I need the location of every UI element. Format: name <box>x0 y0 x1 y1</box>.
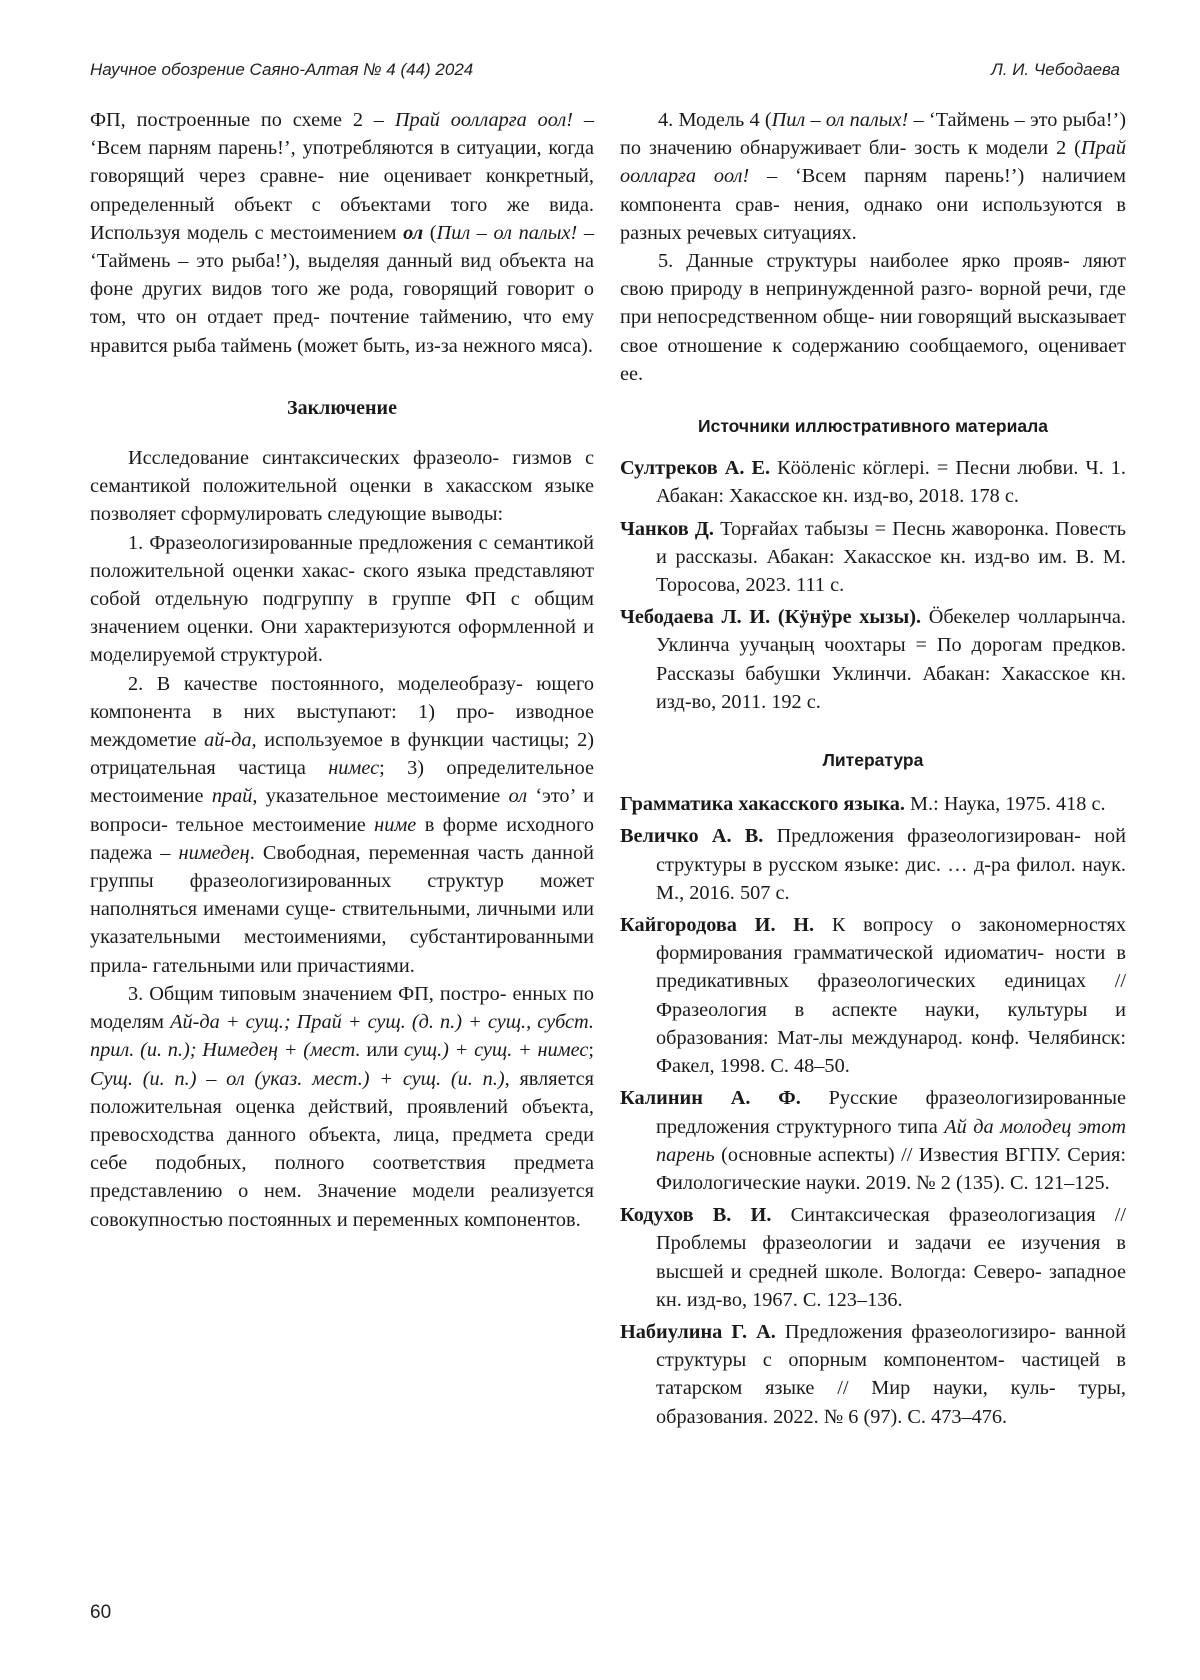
author-name: Л. И. Чебодаева <box>991 60 1120 79</box>
reference-author: Кайгородова И. Н. <box>620 914 815 937</box>
reference-text: Синтаксическая фразеологизация // Проблемы фразеологии и задачи ее изучения в высшей и средней школе. Вологда: Северо- западное кн. изд-во, 1967. С. 123–136. <box>656 1204 1126 1311</box>
page-number: 60 <box>90 1602 112 1623</box>
reference-entry <box>620 1201 1126 1314</box>
reference-text: Öбекелер чолларынча. Уклинча уучаңың чоохтары = По дорогам предков. Рассказы бабушки Уклинчи. Абакан: Хакасское кн. изд-во, 2011. 192 с. <box>656 606 1126 713</box>
reference-entry <box>620 1318 1126 1431</box>
reference-text: Предложения фразеологизирован- ной структуры в русском языке: дис. … д-ра филол. наук. М., 2016. 507 с. <box>656 825 1127 904</box>
section-heading-literature: Литература <box>822 750 924 771</box>
sources-list <box>620 454 1126 716</box>
reference-text: М.: Наука, 1975. 418 с. <box>904 793 1106 816</box>
reference-author: Кодухов В. И. <box>620 1204 772 1227</box>
reference-author: Чанков Д. <box>620 517 714 540</box>
reference-text: Кööленiс кöглерi. = Песни любви. Ч. 1. Абакан: Хакасское кн. изд-во, 2018. 178 с. <box>656 457 1126 508</box>
section-heading-sources: Источники иллюстративного материала <box>698 416 1048 437</box>
reference-entry <box>620 515 1126 600</box>
paragraph: ФП, построенные по схеме 2 – Прай оолларға оол! – ‘Всем парням парень!’, употребляются в ситуации, когда говорящий через сравне- ние оценивает конкретный, определенный объект с объектами того же вида. Используя модель с местоимением ол (Пил – ол палых! – ‘Таймень – это рыба!’), выделяя данный вид объекта на фоне других видов того же рода, говорящий говорит о том, что он отдает пред- почтение таймению, что ему нравится рыба таймень (может быть, из-за нежного мяса). <box>90 109 594 357</box>
reference-text: К вопросу о закономерностях формирования грамматической идиоматич- ности в предикативных фразеологических единицах // Фразеология в аспекте науки, культуры и образования: Мат-лы международ. конф. Челябинск: Факел, 1998. С. 48–50. <box>656 914 1127 1078</box>
right-column <box>620 106 1126 1435</box>
paragraph: Исследование синтаксических фразеоло- гизмов с семантикой положительной оценки в хакасском языке позволяет сформулировать следующие выводы: <box>90 447 594 526</box>
reference-entry <box>620 454 1126 510</box>
running-header <box>90 60 1120 90</box>
paragraph: 3. Общим типовым значением ФП, постро- енных по моделям Ай-да + сущ.; Прай + сущ. (д. п.) + сущ., субст. прил. (и. п.); Нимедең + (мест. или сущ.) + сущ. + нимес; Сущ. (и. п.) – ол (указ. мест.) + сущ. (и. п.), является положительная оценка действий, проявлений объекта, превосходства данного объекта, лица, предмета среди себе подобных, полного соответствия предмета представлению о нем. Значение модели реализуется совокупностью постоянных и переменных компонентов. <box>90 982 595 1231</box>
paragraph: 4. Модель 4 (Пил – ол палых! – ‘Таймень – это рыба!’) по значению обнаруживает бли- зость к модели 2 (Прай оолларға оол! – ‘Всем парням парень!’) наличием компонента срав- нения, однако они используются в разных речевых ситуациях. <box>620 109 1127 244</box>
reference-author: Султреков А. Е. <box>620 457 771 480</box>
reference-text: Русские фразеологизированные предложения структурного типа Ай да молодец этот парень (основные аспекты) // Известия ВГПУ. Серия: Филологические науки. 2019. № 2 (135). С. 121–125. <box>656 1087 1126 1194</box>
section-heading-conclusion: Заключение <box>287 396 397 419</box>
reference-entry <box>620 822 1126 907</box>
reference-text: Торғайах табызы = Песнь жаворонка. Повесть и рассказы. Абакан: Хакасское кн. изд-во им. В. М. Торосова, 2023. 111 с. <box>656 517 1126 597</box>
reference-entry <box>620 1084 1126 1197</box>
reference-author: Грамматика хакасского языка. <box>620 793 905 816</box>
paragraph: 2. В качестве постоянного, моделеобразу- ющего компонента в них выступают: 1) про- изводное междометие ай-да, используемое в функции частицы; 2) отрицательная частица нимес; 3) определительное местоимение прай, указательное местоимение ол ‘это’ и вопроси- тельное местоимение ниме в форме исходного падежа – нимедең. Свободная, переменная часть данной группы фразеологизированных структур может наполняться именами суще- ствительными, личными или указательными местоимениями, субстантированными прила- гательными или причастиями. <box>90 672 595 977</box>
reference-author: Калинин А. Ф. <box>620 1087 801 1110</box>
reference-text: Предложения фразеологизиро- ванной структуры с опорным компонентом- частицей в татарском языке // Мир науки, куль- туры, образования. 2022. № 6 (97). С. 473–476. <box>656 1320 1126 1428</box>
reference-author: Величко А. В. <box>620 825 764 848</box>
reference-author: Чебодаева Л. И. (Кӱнӱре хызы). <box>620 606 922 629</box>
reference-entry <box>620 790 1126 818</box>
left-column <box>90 106 594 1234</box>
reference-entry <box>620 603 1126 716</box>
paragraph: 1. Фразеологизированные предложения с семантикой положительной оценки хакас- ского языка представляют собой отдельную подгруппу в группе ФП с общим значением оценки. Они характеризуются оформленной и моделируемой структурой. <box>90 531 594 667</box>
reference-entry <box>620 911 1126 1080</box>
literature-list <box>620 790 1126 1430</box>
paragraph: 5. Данные структуры наиболее ярко прояв- ляют свою природу в непринужденной разго- ворной речи, где при непосредственном обще- нии говорящий высказывает свое отношение к содержанию сообщаемого, оценивает ее. <box>620 250 1126 385</box>
journal-title: Научное обозрение Саяно-Алтая № 4 (44) 2024 <box>90 60 474 79</box>
reference-author: Набиулина Г. А. <box>620 1320 776 1343</box>
